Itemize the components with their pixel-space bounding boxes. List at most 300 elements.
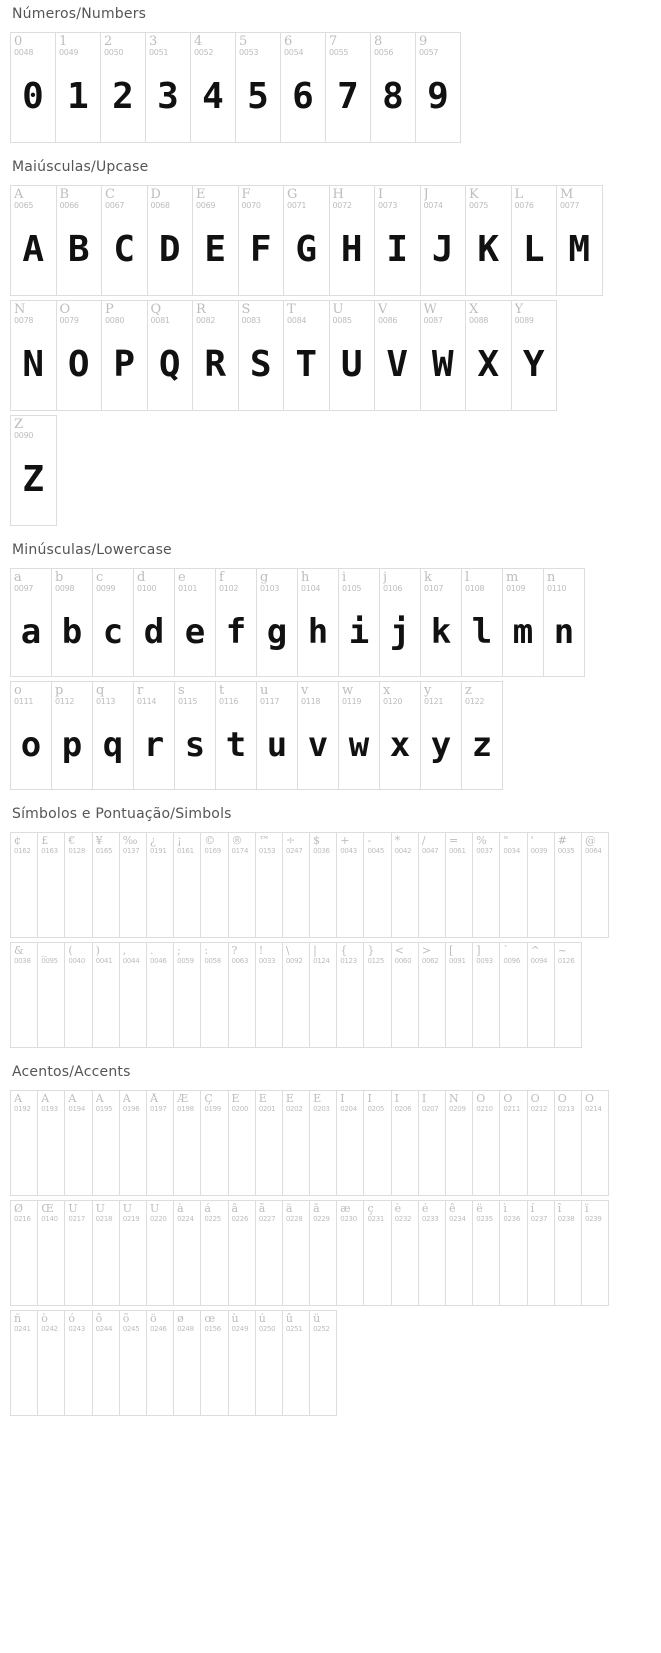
glyph-meta	[283, 943, 309, 965]
glyph-cell[interactable]	[229, 1091, 256, 1196]
glyph-cell[interactable]	[120, 1091, 147, 1196]
glyph-cell[interactable]	[11, 569, 52, 677]
glyph-code-label: 0041	[95, 957, 113, 965]
glyph-cell[interactable]	[65, 833, 92, 938]
glyph-cell[interactable]	[337, 1201, 364, 1306]
glyph-code-label: 0076	[514, 201, 534, 210]
glyph-cell[interactable]	[446, 833, 473, 938]
glyph-cell[interactable]	[101, 33, 146, 143]
glyph-cell[interactable]	[337, 943, 364, 1048]
glyph-cell[interactable]	[555, 943, 582, 1048]
glyph-meta	[281, 33, 325, 57]
glyph-meta	[147, 943, 173, 965]
glyph-char-label: G	[287, 188, 298, 202]
glyph-cell[interactable]	[65, 1311, 92, 1416]
glyph-preview	[446, 1113, 472, 1195]
glyph-char-label: È	[231, 1093, 240, 1105]
glyph-cell[interactable]	[310, 1201, 337, 1306]
glyph-cell[interactable]	[11, 186, 57, 296]
glyph-cell[interactable]	[462, 569, 503, 677]
glyph-cell[interactable]	[191, 33, 236, 143]
glyph-cell[interactable]	[392, 833, 419, 938]
glyph-preview: D	[158, 229, 181, 271]
glyph-cell[interactable]	[93, 943, 120, 1048]
glyph-cell[interactable]	[283, 943, 310, 1048]
glyph-cell[interactable]	[229, 833, 256, 938]
glyph-code-label: 0203	[313, 1105, 330, 1113]
glyph-cell[interactable]	[512, 301, 558, 411]
glyph-code-label: 0197	[149, 1105, 167, 1113]
glyph-cell[interactable]	[283, 833, 310, 938]
glyph-cell[interactable]	[147, 943, 174, 1048]
glyph-code-label: 0216	[14, 1215, 31, 1223]
glyph-cell[interactable]	[201, 943, 228, 1048]
glyph-cell[interactable]	[93, 1091, 120, 1196]
glyph-cell[interactable]	[421, 301, 467, 411]
glyph-meta	[446, 943, 472, 965]
glyph-cell[interactable]	[375, 186, 421, 296]
glyph-cell[interactable]	[446, 1201, 473, 1306]
glyph-cell[interactable]	[310, 1311, 337, 1416]
glyph-preview: C	[113, 229, 136, 271]
glyph-meta	[283, 1201, 309, 1223]
glyph-meta	[256, 833, 282, 855]
glyph-cell[interactable]	[419, 943, 446, 1048]
glyph-cell[interactable]	[11, 943, 38, 1048]
glyph-cell[interactable]	[421, 569, 462, 677]
glyph-preview	[337, 855, 363, 937]
glyph-meta	[421, 301, 466, 325]
glyph-meta	[528, 1201, 554, 1223]
glyph-cell[interactable]	[310, 1091, 337, 1196]
glyph-meta	[120, 943, 146, 965]
glyph-cell[interactable]	[466, 186, 512, 296]
glyph-cell[interactable]	[364, 1201, 391, 1306]
glyph-char-label: M	[560, 188, 574, 202]
glyph-cell[interactable]	[174, 943, 201, 1048]
glyph-meta	[392, 943, 418, 965]
glyph-cell[interactable]	[380, 682, 421, 790]
glyph-cell[interactable]	[298, 569, 339, 677]
glyph-code-label: 0035	[557, 847, 575, 855]
glyph-cell[interactable]	[528, 1201, 555, 1306]
glyph-cell[interactable]	[421, 186, 467, 296]
glyph-code-label: 0089	[514, 316, 534, 325]
glyph-cell[interactable]	[339, 682, 380, 790]
glyph-cell[interactable]	[147, 1091, 174, 1196]
glyph-cell[interactable]	[473, 1201, 500, 1306]
glyph-meta	[375, 301, 420, 325]
glyph-cell[interactable]	[175, 682, 216, 790]
glyph-cell[interactable]	[201, 1201, 228, 1306]
section-title: Números/Numbers	[12, 6, 147, 22]
glyph-preview	[446, 965, 472, 1047]
glyph-meta	[65, 1201, 91, 1223]
glyph-cell[interactable]	[419, 1201, 446, 1306]
glyph-cell[interactable]	[364, 943, 391, 1048]
glyph-cell[interactable]	[582, 833, 609, 938]
glyph-char-label: Û	[122, 1203, 133, 1215]
glyph-cell[interactable]	[555, 1091, 582, 1196]
glyph-cell[interactable]	[120, 1311, 147, 1416]
glyph-cell[interactable]	[256, 1091, 283, 1196]
glyph-preview	[392, 965, 418, 1047]
glyph-cell[interactable]	[462, 682, 503, 790]
glyph-preview: i	[348, 611, 370, 652]
glyph-code-label: 0053	[239, 48, 259, 57]
glyph-cell[interactable]	[555, 833, 582, 938]
glyph-cell[interactable]	[52, 569, 93, 677]
glyph-cell[interactable]	[257, 682, 298, 790]
glyph-char-label: ¥	[95, 835, 103, 847]
glyph-char-label: Ç	[204, 1093, 213, 1105]
glyph-cell[interactable]	[473, 833, 500, 938]
glyph-code-label: 0040	[68, 957, 85, 965]
glyph-cell[interactable]	[93, 569, 134, 677]
glyph-cell[interactable]	[257, 569, 298, 677]
glyph-meta	[310, 1201, 336, 1223]
glyph-char-label: ^	[530, 945, 540, 957]
glyph-char-label: m	[506, 571, 519, 585]
glyph-cell[interactable]	[174, 1091, 201, 1196]
glyph-row	[10, 568, 585, 677]
glyph-preview: X	[477, 344, 500, 386]
glyph-char-label: e	[178, 571, 186, 585]
glyph-preview: H	[340, 229, 363, 271]
glyph-cell[interactable]	[147, 1201, 174, 1306]
glyph-cell[interactable]	[216, 569, 257, 677]
glyph-meta	[339, 569, 379, 593]
glyph-preview	[256, 855, 282, 937]
glyph-cell[interactable]	[283, 1311, 310, 1416]
glyph-code-label: 0219	[122, 1215, 140, 1223]
glyph-code-label: 0081	[150, 316, 170, 325]
glyph-preview: 4	[202, 76, 224, 118]
glyph-char-label: ?	[231, 945, 238, 957]
glyph-cell[interactable]	[256, 1311, 283, 1416]
glyph-cell[interactable]	[38, 1091, 65, 1196]
glyph-cell[interactable]	[500, 1201, 527, 1306]
glyph-meta	[175, 682, 215, 706]
glyph-cell[interactable]	[193, 186, 239, 296]
glyph-meta	[446, 833, 472, 855]
glyph-cell[interactable]	[102, 301, 148, 411]
glyph-preview	[419, 1223, 445, 1305]
glyph-cell[interactable]	[380, 569, 421, 677]
glyph-cell[interactable]	[555, 1201, 582, 1306]
glyph-char-label: é	[421, 1203, 429, 1215]
glyph-cell[interactable]	[38, 833, 65, 938]
glyph-cell[interactable]	[11, 301, 57, 411]
glyph-cell[interactable]	[528, 943, 555, 1048]
glyph-cell[interactable]	[11, 1091, 38, 1196]
glyph-cell[interactable]	[147, 833, 174, 938]
glyph-preview	[11, 1333, 37, 1415]
glyph-cell[interactable]	[120, 943, 147, 1048]
glyph-cell[interactable]	[256, 1201, 283, 1306]
glyph-cell[interactable]	[38, 1311, 65, 1416]
glyph-cell[interactable]	[503, 569, 544, 677]
glyph-char-label: r	[137, 684, 144, 698]
glyph-meta	[557, 186, 602, 210]
glyph-meta	[216, 682, 256, 706]
glyph-cell[interactable]	[582, 1091, 609, 1196]
glyph-cell[interactable]	[201, 1091, 228, 1196]
glyph-cell[interactable]	[11, 416, 57, 526]
glyph-code-label: 0206	[394, 1105, 412, 1113]
glyph-cell[interactable]	[93, 1201, 120, 1306]
glyph-code-label: 0102	[219, 584, 239, 593]
glyph-char-label: ê	[449, 1203, 456, 1215]
glyph-code-label: 0083	[241, 316, 261, 325]
glyph-cell[interactable]	[229, 1201, 256, 1306]
glyph-cell[interactable]	[256, 943, 283, 1048]
glyph-char-label: &	[14, 945, 24, 957]
glyph-cell[interactable]	[364, 1091, 391, 1196]
glyph-cell[interactable]	[544, 569, 585, 677]
glyph-cell[interactable]	[148, 186, 194, 296]
glyph-char-label: ë	[476, 1203, 483, 1215]
glyph-preview	[310, 1113, 336, 1195]
glyph-cell[interactable]	[281, 33, 326, 143]
glyph-char-label: á	[204, 1203, 211, 1215]
glyph-meta	[337, 1201, 363, 1223]
glyph-cell[interactable]	[473, 1091, 500, 1196]
glyph-cell[interactable]	[375, 301, 421, 411]
glyph-preview	[93, 855, 119, 937]
glyph-code-label: 0169	[204, 847, 221, 855]
glyph-cell[interactable]	[326, 33, 371, 143]
glyph-cell[interactable]	[337, 1091, 364, 1196]
glyph-cell[interactable]	[392, 1091, 419, 1196]
glyph-code-label: 0120	[383, 697, 403, 706]
glyph-char-label: ~	[557, 945, 567, 957]
glyph-cell[interactable]	[134, 569, 175, 677]
glyph-char-label: ™	[258, 835, 270, 847]
glyph-cell[interactable]	[93, 1311, 120, 1416]
glyph-char-label: P	[105, 303, 114, 317]
glyph-code-label: 0062	[421, 957, 439, 965]
glyph-meta	[175, 569, 215, 593]
glyph-cell[interactable]	[52, 682, 93, 790]
glyph-cell[interactable]	[38, 1201, 65, 1306]
glyph-meta	[65, 943, 91, 965]
glyph-meta	[473, 833, 499, 855]
glyph-cell[interactable]	[236, 33, 281, 143]
glyph-preview: s	[184, 724, 206, 765]
glyph-cell[interactable]	[65, 1201, 92, 1306]
glyph-code-label: 0067	[105, 201, 125, 210]
glyph-cell[interactable]	[500, 833, 527, 938]
glyph-meta	[284, 186, 329, 210]
glyph-cell[interactable]	[528, 1091, 555, 1196]
glyph-preview	[555, 1113, 581, 1195]
glyph-preview	[473, 1113, 499, 1195]
glyph-preview	[392, 1113, 418, 1195]
glyph-code-label: 0210	[476, 1105, 493, 1113]
glyph-char-label: %	[476, 835, 487, 847]
glyph-cell[interactable]	[330, 301, 376, 411]
glyph-preview	[310, 1223, 336, 1305]
glyph-cell[interactable]	[557, 186, 603, 296]
glyph-cell[interactable]	[201, 833, 228, 938]
glyph-cell[interactable]	[174, 1201, 201, 1306]
section-title: Símbolos e Pontuação/Simbols	[12, 806, 232, 822]
glyph-cell[interactable]	[147, 1311, 174, 1416]
glyph-cell[interactable]	[337, 833, 364, 938]
glyph-cell[interactable]	[11, 1311, 38, 1416]
glyph-cell[interactable]	[120, 833, 147, 938]
glyph-cell[interactable]	[419, 833, 446, 938]
glyph-meta	[421, 682, 461, 706]
glyph-cell[interactable]	[528, 833, 555, 938]
glyph-cell[interactable]	[57, 301, 103, 411]
glyph-preview	[229, 1333, 255, 1415]
glyph-code-label: 0220	[149, 1215, 167, 1223]
glyph-code-label: 0036	[313, 847, 330, 855]
glyph-char-label: "	[503, 835, 509, 847]
glyph-cell[interactable]	[283, 1201, 310, 1306]
glyph-meta	[93, 1091, 119, 1113]
glyph-preview	[147, 1333, 173, 1415]
glyph-row	[10, 415, 57, 526]
glyph-cell[interactable]	[38, 943, 65, 1048]
glyph-cell[interactable]	[93, 682, 134, 790]
glyph-char-label: æ	[340, 1203, 351, 1215]
glyph-cell[interactable]	[419, 1091, 446, 1196]
glyph-meta	[147, 1091, 173, 1113]
glyph-code-label: 0109	[506, 584, 526, 593]
glyph-char-label: -	[367, 835, 372, 847]
glyph-meta	[364, 1091, 390, 1113]
glyph-code-label: 0202	[285, 1105, 303, 1113]
glyph-cell[interactable]	[11, 1201, 38, 1306]
glyph-cell[interactable]	[11, 33, 56, 143]
glyph-cell[interactable]	[65, 943, 92, 1048]
glyph-meta	[11, 943, 37, 965]
glyph-cell[interactable]	[284, 186, 330, 296]
glyph-cell[interactable]	[174, 1311, 201, 1416]
glyph-cell[interactable]	[56, 33, 101, 143]
glyph-cell[interactable]	[134, 682, 175, 790]
glyph-cell[interactable]	[11, 833, 38, 938]
glyph-code-label: 0071	[287, 201, 307, 210]
glyph-cell[interactable]	[65, 1091, 92, 1196]
glyph-cell[interactable]	[239, 301, 285, 411]
glyph-preview	[174, 1223, 200, 1305]
glyph-cell[interactable]	[446, 1091, 473, 1196]
glyph-preview: W	[431, 344, 454, 386]
glyph-cell[interactable]	[446, 943, 473, 1048]
glyph-preview	[528, 1113, 554, 1195]
glyph-cell[interactable]	[310, 943, 337, 1048]
glyph-cell[interactable]	[500, 943, 527, 1048]
glyph-cell[interactable]	[330, 186, 376, 296]
glyph-cell[interactable]	[216, 682, 257, 790]
glyph-cell[interactable]	[416, 33, 461, 143]
glyph-meta	[146, 33, 190, 57]
glyph-meta	[38, 1091, 64, 1113]
glyph-cell[interactable]	[120, 1201, 147, 1306]
glyph-code-label: 0078	[14, 316, 34, 325]
glyph-code-label: 0058	[204, 957, 221, 965]
glyph-char-label: C	[105, 188, 115, 202]
glyph-cell[interactable]	[392, 943, 419, 1048]
glyph-preview	[473, 855, 499, 937]
glyph-cell[interactable]	[175, 569, 216, 677]
glyph-code-label: 0212	[530, 1105, 548, 1113]
glyph-cell[interactable]	[174, 833, 201, 938]
glyph-cell[interactable]	[298, 682, 339, 790]
glyph-cell[interactable]	[582, 1201, 609, 1306]
glyph-cell[interactable]	[421, 682, 462, 790]
glyph-meta	[201, 1201, 227, 1223]
glyph-preview	[500, 965, 526, 1047]
glyph-cell[interactable]	[148, 301, 194, 411]
glyph-cell[interactable]	[310, 833, 337, 938]
glyph-code-label: 0045	[367, 847, 385, 855]
glyph-code-label: 0084	[287, 316, 307, 325]
glyph-cell[interactable]	[93, 833, 120, 938]
glyph-char-label: ö	[149, 1313, 157, 1325]
glyph-preview: N	[22, 344, 45, 386]
glyph-cell[interactable]	[512, 186, 558, 296]
glyph-char-label: Æ	[177, 1093, 189, 1105]
glyph-cell[interactable]	[466, 301, 512, 411]
glyph-cell[interactable]	[146, 33, 191, 143]
glyph-meta	[473, 1201, 499, 1223]
glyph-cell[interactable]	[364, 833, 391, 938]
glyph-preview	[65, 965, 91, 1047]
glyph-cell[interactable]	[339, 569, 380, 677]
glyph-cell[interactable]	[371, 33, 416, 143]
glyph-cell[interactable]	[256, 833, 283, 938]
glyph-cell[interactable]	[102, 186, 148, 296]
glyph-cell[interactable]	[392, 1201, 419, 1306]
glyph-cell[interactable]	[201, 1311, 228, 1416]
section-title: Maiúsculas/Upcase	[12, 159, 149, 175]
glyph-preview	[11, 1113, 37, 1195]
row-spacer	[10, 411, 651, 415]
glyph-char-label: ;	[177, 945, 181, 957]
glyph-code-label: 0047	[421, 847, 439, 855]
glyph-preview: e	[184, 611, 206, 652]
glyph-cell[interactable]	[500, 1091, 527, 1196]
glyph-preview	[392, 1223, 418, 1305]
glyph-code-label: 0249	[231, 1325, 249, 1333]
glyph-preview	[283, 855, 309, 937]
glyph-char-label: /	[421, 835, 426, 847]
glyph-cell[interactable]	[11, 682, 52, 790]
glyph-preview: z	[471, 724, 493, 765]
glyph-meta	[528, 833, 554, 855]
glyph-preview: Q	[158, 344, 181, 386]
glyph-cell[interactable]	[229, 1311, 256, 1416]
glyph-char-label: f	[219, 571, 224, 585]
glyph-preview	[283, 1223, 309, 1305]
glyph-preview	[174, 855, 200, 937]
glyph-cell[interactable]	[229, 943, 256, 1048]
glyph-preview: L	[522, 229, 545, 271]
glyph-meta	[392, 1201, 418, 1223]
glyph-cell[interactable]	[239, 186, 285, 296]
glyph-cell[interactable]	[193, 301, 239, 411]
glyph-cell[interactable]	[57, 186, 103, 296]
glyph-cell[interactable]	[284, 301, 330, 411]
glyph-code-label: 0088	[469, 316, 489, 325]
glyph-cell[interactable]	[283, 1091, 310, 1196]
glyph-cell[interactable]	[473, 943, 500, 1048]
